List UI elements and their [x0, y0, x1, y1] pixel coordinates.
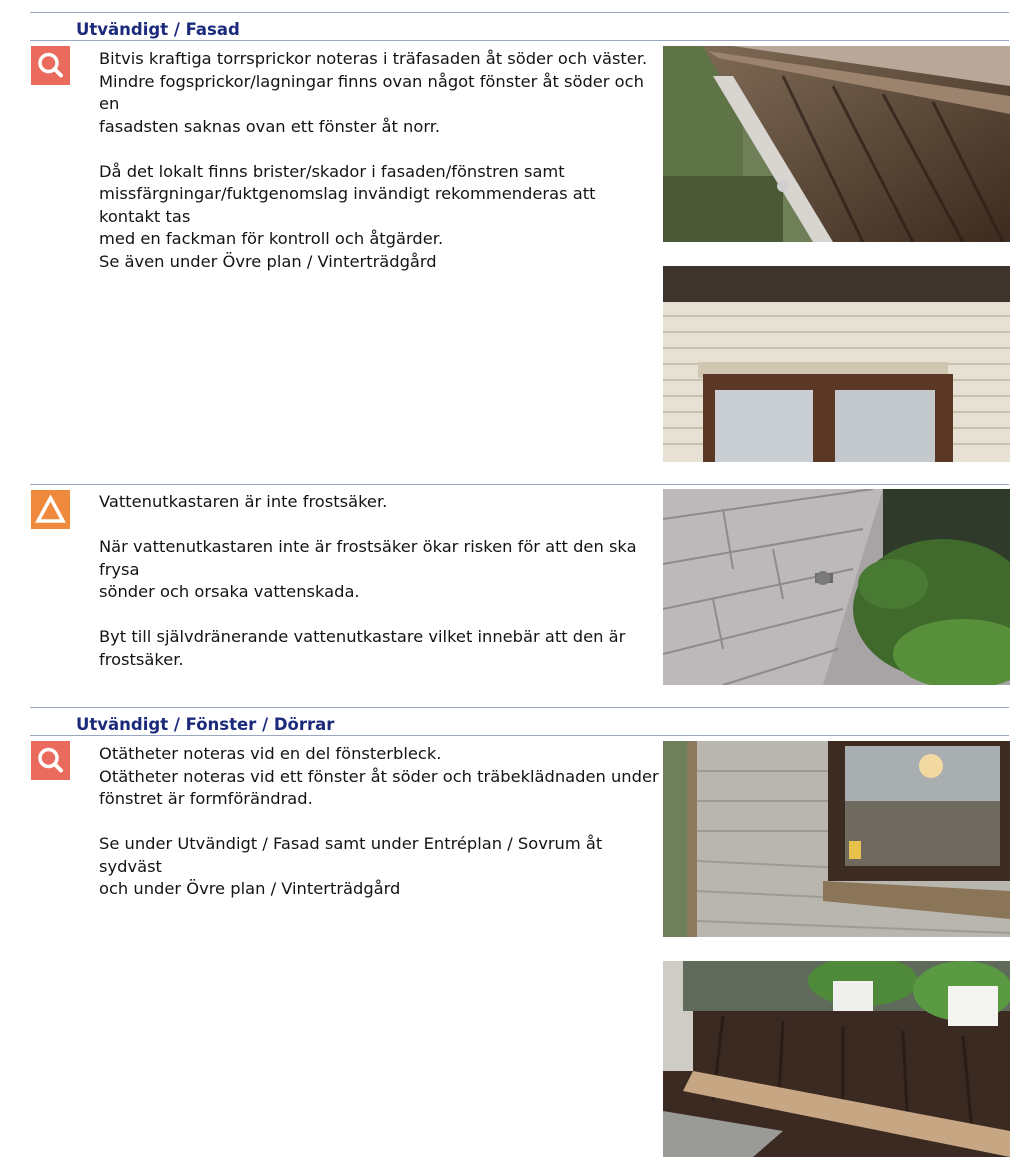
text-line: Otätheter noteras vid ett fönster åt söder och träbeklädnaden under [99, 766, 659, 786]
section-top-rule [30, 12, 1009, 13]
finding-paragraph [99, 833, 661, 901]
finding-text [99, 743, 661, 901]
section-heading-fonster: Utvändigt / Fönster / Dörrar [76, 715, 335, 734]
finding-paragraph [99, 626, 661, 671]
item-divider [30, 484, 1009, 485]
photo-water-tap [663, 489, 1010, 685]
text-line: Otätheter noteras vid en del fönsterbleck. [99, 744, 442, 763]
finding-text [99, 48, 661, 273]
text-line: missfärgningar/fuktgenomslag invändigt rekommenderas att kontakt tas [99, 184, 596, 226]
finding-paragraph [99, 536, 661, 604]
finding-text [99, 491, 661, 671]
finding-paragraph [99, 743, 661, 811]
text-line: och under Övre plan / Vinterträdgård [99, 879, 401, 898]
search-icon [31, 741, 70, 780]
warning-triangle-icon [31, 490, 70, 529]
section-heading-rule [30, 40, 1009, 41]
text-line: När vattenutkastaren inte är frostsäker ökar risken för att den ska frysa [99, 537, 637, 579]
text-line: med en fackman för kontroll och åtgärder. [99, 229, 444, 248]
text-line: Då det lokalt finns brister/skador i fasaden/fönstren samt [99, 161, 565, 181]
photo-wooden-facade [663, 46, 1010, 242]
text-line: Bitvis kraftiga torrsprickor noteras i träfasaden åt söder och väster. [99, 49, 648, 68]
text-line: Se även under Övre plan / Vinterträdgård [99, 251, 437, 271]
text-line: sönder och orsaka vattenskada. [99, 582, 360, 601]
text-line: Mindre fogsprickor/lagningar finns ovan något fönster åt söder och en [99, 71, 644, 113]
photo-brick-window [663, 266, 1010, 462]
photo-window-south [663, 741, 1010, 937]
text-line: Vattenutkastaren är inte frostsäker. [99, 492, 388, 511]
text-line: fönstret är formförändrad. [99, 789, 313, 808]
section-top-rule [30, 707, 1009, 708]
text-line: Byt till självdränerande vattenutkastare vilket innebär att den är [99, 627, 626, 646]
finding-paragraph [99, 491, 661, 514]
text-line: fasadsten saknas ovan ett fönster åt norr. [99, 116, 441, 136]
text-line: Se under Utvändigt / Fasad samt under Entréplan / Sovrum åt sydväst [99, 834, 603, 876]
section-heading-rule [30, 735, 1009, 736]
search-icon [31, 46, 70, 85]
finding-paragraph [99, 161, 661, 274]
finding-paragraph [99, 48, 661, 138]
photo-wood-panel [663, 961, 1010, 1157]
section-heading-fasad: Utvändigt / Fasad [76, 20, 240, 39]
text-line: frostsäker. [99, 649, 184, 669]
